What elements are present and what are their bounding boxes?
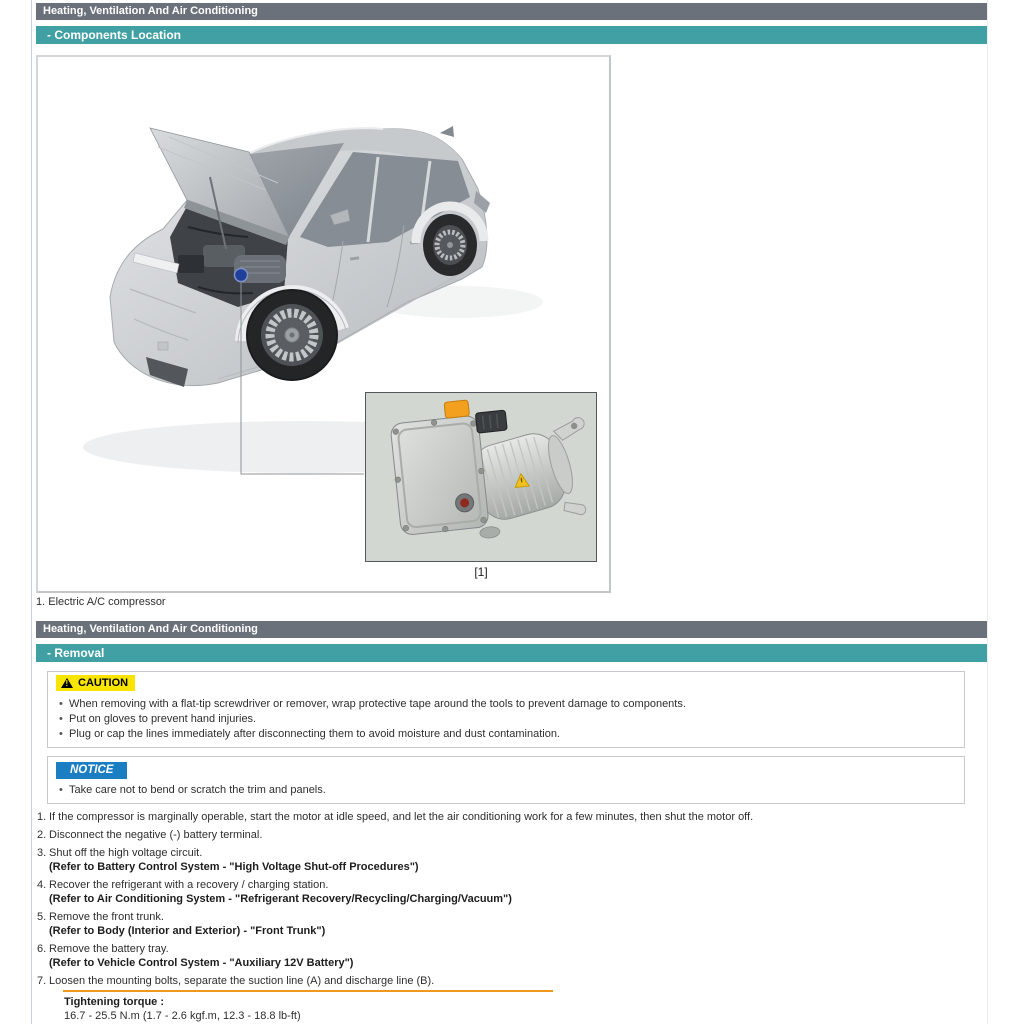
section-header-removal[interactable]: - Removal	[36, 644, 987, 662]
step-reference: (Refer to Battery Control System - "High Voltage Shut-off Procedures")	[49, 861, 419, 873]
notice-item: • Take care not to bend or scratch the trim and panels.	[56, 783, 956, 798]
step-item-5	[36, 910, 987, 938]
step-reference: (Refer to Vehicle Control System - "Auxiliary 12V Battery")	[49, 957, 354, 969]
step-number: 7.	[37, 975, 47, 987]
caution-badge	[56, 675, 135, 691]
inset-number-label: [1]	[474, 565, 488, 579]
tightening-torque-box	[63, 990, 553, 1024]
page-left-border	[31, 0, 32, 1024]
step-text: Remove the front trunk.	[49, 911, 164, 923]
content-column	[36, 0, 988, 1024]
antenna-fin	[440, 126, 454, 137]
caution-label: CAUTION	[78, 677, 129, 689]
step-reference: (Refer to Body (Interior and Exterior) - "Front Trunk")	[49, 925, 326, 937]
step-item-1	[36, 810, 987, 824]
step-number: 1.	[37, 811, 47, 823]
notice-box	[47, 756, 965, 804]
breadcrumb-bar-hvac-1: Heating, Ventilation And Air Conditioning	[36, 3, 987, 20]
front-wheel	[247, 290, 337, 380]
rear-wheel	[423, 214, 477, 276]
section-header-components-location[interactable]: - Components Location	[36, 26, 987, 44]
step-number: 2.	[37, 829, 47, 841]
step-item-2	[36, 828, 987, 842]
hv-connector	[475, 410, 507, 433]
step-text: Disconnect the negative (-) battery terminal.	[49, 829, 263, 841]
compressor-inset-image	[365, 392, 597, 562]
step-item-6	[36, 942, 987, 970]
caution-item: • When removing with a flat-tip screwdriver or remover, wrap protective tape around the tools to prevent damage to components.	[56, 697, 956, 712]
caution-box	[47, 671, 965, 748]
step-text: Shut off the high voltage circuit.	[49, 847, 203, 859]
step-item-7	[36, 974, 987, 1024]
step-reference: (Refer to Air Conditioning System - "Refrigerant Recovery/Recycling/Charging/Vacuum")	[49, 893, 512, 905]
step-text: If the compressor is marginally operable, start the motor at idle speed, and let the air conditioning work for a few minutes, then shut the motor off.	[49, 811, 754, 823]
step-item-4	[36, 878, 987, 906]
orange-service-cap	[444, 400, 470, 418]
step-number: 5.	[37, 911, 47, 923]
breadcrumb-bar-hvac-2: Heating, Ventilation And Air Conditioning	[36, 621, 987, 638]
notice-badge: NOTICE	[56, 762, 127, 779]
step-number: 3.	[37, 847, 47, 859]
compressor-illustration	[366, 393, 596, 561]
torque-label: Tightening torque :	[64, 996, 165, 1008]
step-text: Loosen the mounting bolts, separate the suction line (A) and discharge line (B).	[49, 975, 435, 987]
figure-caption: 1. Electric A/C compressor	[36, 596, 166, 608]
components-location-figure	[36, 55, 611, 593]
component-marker-dot	[235, 269, 248, 282]
step-number: 6.	[37, 943, 47, 955]
step-number: 4.	[37, 879, 47, 891]
caution-item: • Plug or cap the lines immediately after disconnecting them to avoid moisture and dust contamination.	[56, 727, 956, 742]
caution-item: • Put on gloves to prevent hand injuries.	[56, 712, 956, 727]
warning-triangle-icon	[61, 678, 73, 688]
step-text: Recover the refrigerant with a recovery / charging station.	[49, 879, 329, 891]
removal-steps	[36, 810, 987, 1024]
step-text: Remove the battery tray.	[49, 943, 169, 955]
step-item-3	[36, 846, 987, 874]
torque-value: 16.7 - 25.5 N.m (1.7 - 2.6 kgf.m, 12.3 - 18.8 lb-ft)	[64, 1010, 301, 1022]
